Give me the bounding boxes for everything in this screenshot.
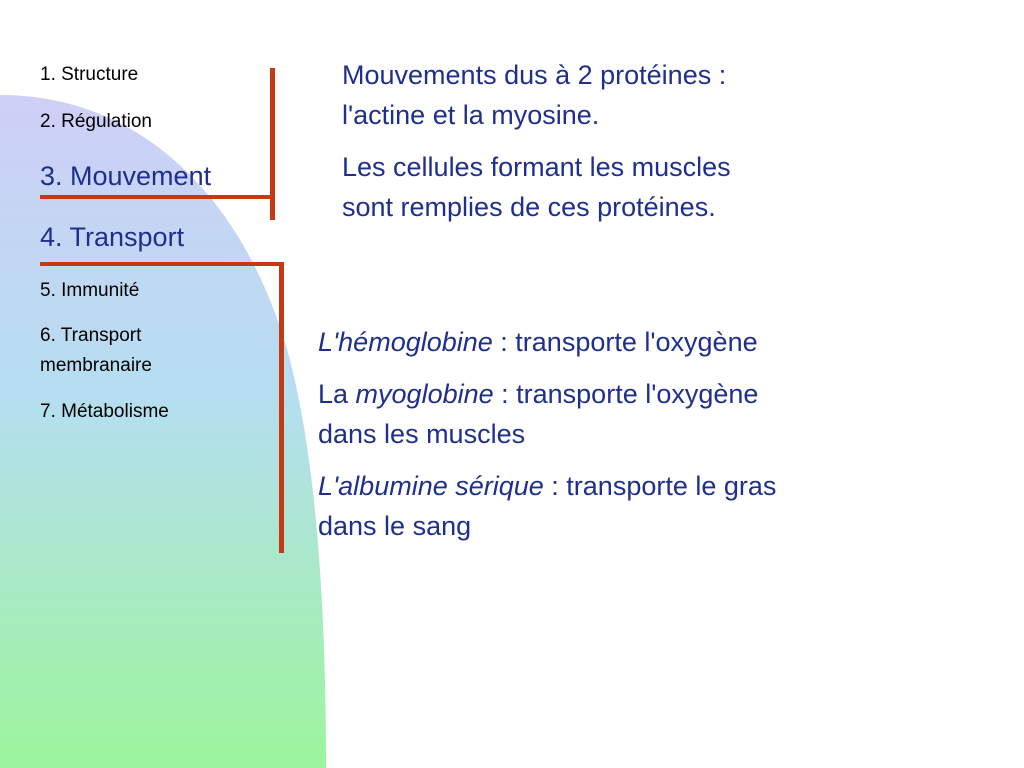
movement-paragraph-2 — [342, 147, 902, 227]
movement-line-1: Mouvements dus à 2 protéines : — [342, 60, 727, 90]
albumine-paragraph — [318, 466, 958, 546]
albumine-term: L'albumine sérique — [318, 471, 544, 501]
transport-text-block — [318, 322, 958, 546]
nav-item-immunite[interactable]: 5. Immunité — [40, 280, 140, 301]
nav-item-regulation[interactable]: 2. Régulation — [40, 111, 152, 132]
bracket-underline-transport — [40, 262, 283, 266]
myoglobine-prefix: La — [318, 379, 356, 409]
movement-text-block — [342, 55, 902, 227]
hemoglobine-desc: : transporte l'oxygène — [492, 327, 758, 357]
myoglobine-desc: : transporte l'oxygène — [493, 379, 759, 409]
nav-item-metabolisme[interactable]: 7. Métabolisme — [40, 401, 169, 422]
movement-line-3: Les cellules formant les muscles — [342, 152, 731, 182]
hemoglobine-term: L'hémoglobine — [318, 327, 493, 357]
hemoglobine-paragraph — [318, 322, 958, 362]
myoglobine-desc-line2: dans les muscles — [318, 419, 526, 449]
nav-item-structure[interactable]: 1. Structure — [40, 64, 139, 85]
nav-item-transport-membranaire-line1[interactable]: 6. Transport — [40, 325, 142, 346]
myoglobine-term: myoglobine — [355, 379, 494, 409]
movement-line-2: l'actine et la myosine. — [342, 100, 600, 130]
albumine-desc-line2: dans le sang — [318, 511, 472, 541]
movement-paragraph-1 — [342, 55, 902, 135]
albumine-desc: : transporte le gras — [543, 471, 777, 501]
bracket-underline-mouvement — [40, 195, 275, 199]
bracket-vertical-lower — [279, 262, 284, 553]
nav-item-transport[interactable]: 4. Transport — [40, 222, 185, 252]
nav-item-transport-membranaire-line2[interactable]: membranaire — [40, 355, 152, 376]
nav-item-mouvement[interactable]: 3. Mouvement — [40, 161, 212, 191]
movement-line-4: sont remplies de ces protéines. — [342, 192, 716, 222]
myoglobine-paragraph — [318, 374, 958, 454]
